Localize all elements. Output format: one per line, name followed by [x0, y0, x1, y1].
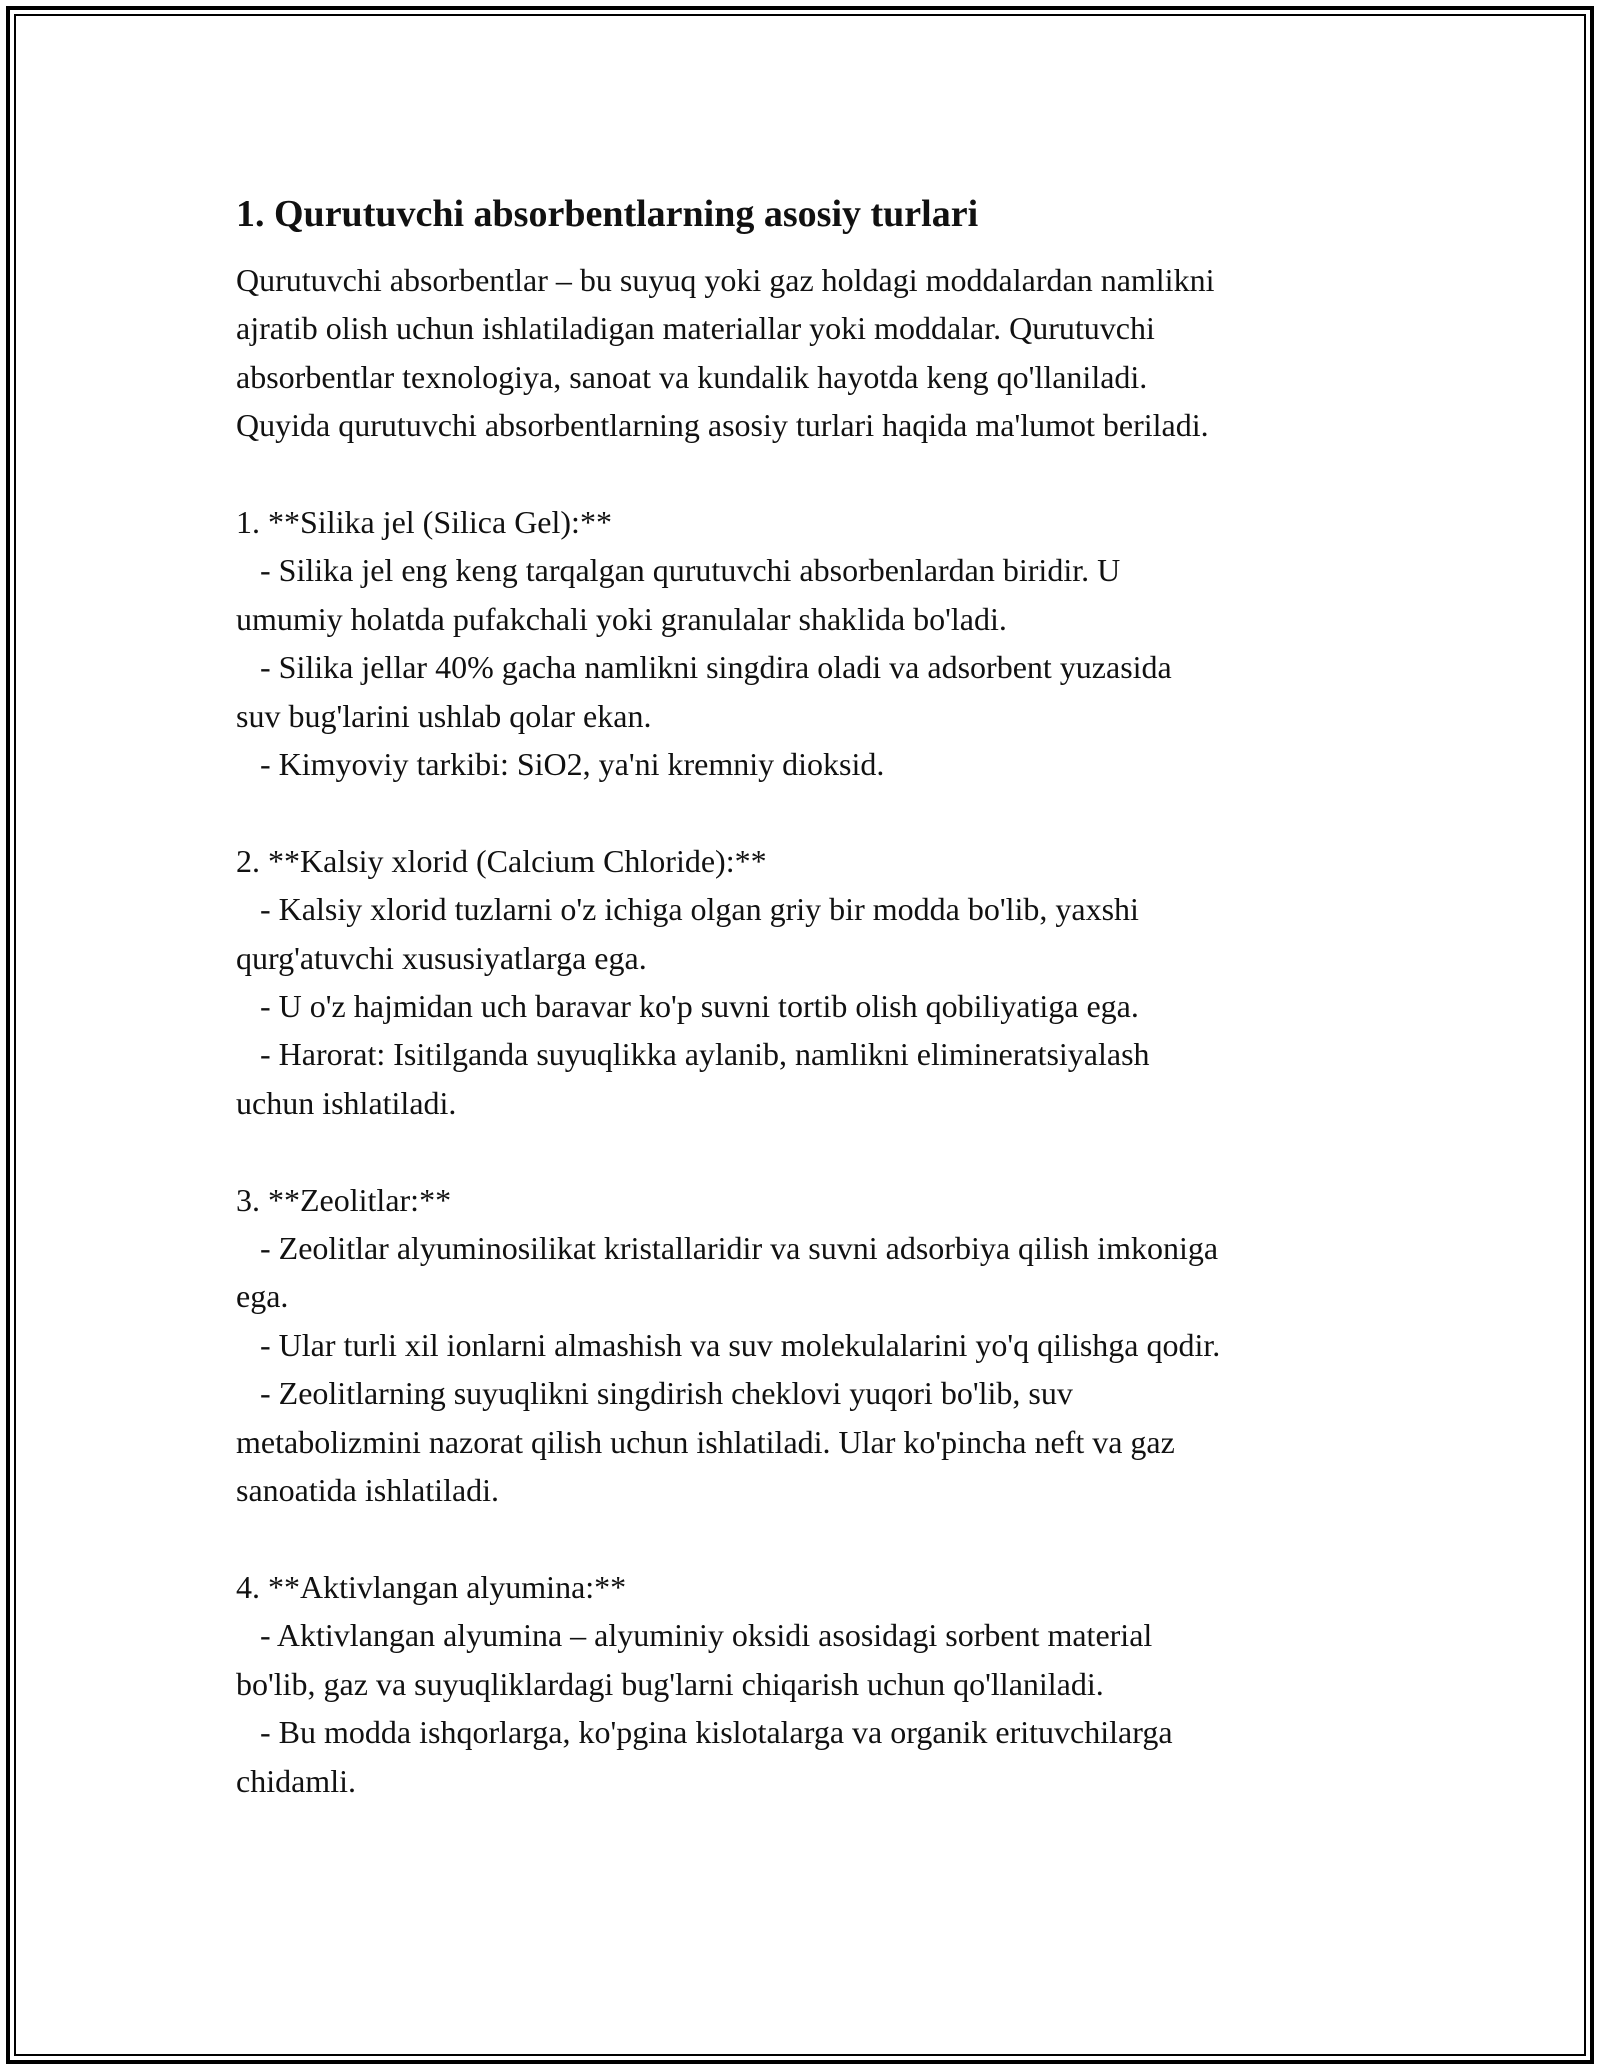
section-zeolites: 3. **Zeolitlar:** - Zeolitlar alyuminosilikat kristallaridir va suvni adsorbiya qilish imkoniga ega. - Ular turli xil ionlarni almashish va suv molekulalarini yo'q qilishga qodir. - Zeolitlarning suyuqlikni singdirish cheklovi yuqori bo'lib, suv metabolizmini nazorat qilish uchun ishlatiladi. Ular ko'pincha neft va gaz sanoatida ishlatiladi. [236, 1181, 1221, 1509]
section-calcium-chloride: 2. **Kalsiy xlorid (Calcium Chloride):** - Kalsiy xlorid tuzlarni o'z ichiga olgan griy bir modda bo'lib, yaxshi qurg'atuvchi xususiyatlarga ega. - U o'z hajmidan uch baravar ko'p suvni tortib olish qobiliyatiga ega. - Harorat: Isitilganda suyuqlikka aylanib, namlikni elimineratsiyalash uchun ishlatiladi. [236, 842, 1150, 1121]
intro-paragraph: Qurutuvchi absorbentlar – bu suyuq yoki gaz holdagi moddalardan namlikni ajratib olish uchun ishlatiladigan materiallar yoki moddalar. Qurutuvchi absorbentlar texnologiya, sanoat va kundalik hayotda keng qo'llaniladi. Quyida qurutuvchi absorbentlarning asosiy turlari haqida ma'lumot beriladi. [236, 262, 1215, 444]
section-silica-gel: 1. **Silika jel (Silica Gel):** - Silika jel eng keng tarqalgan qurutuvchi absorbenlardan biridir. U umumiy holatda pufakchali yoki granulalar shaklida bo'ladi. - Silika jellar 40% gacha namlikni singdira oladi va adsorbent yuzasida suv bug'larini ushlab qolar ekan. - Kimyoviy tarkibi: SiO2, ya'ni kremniy dioksid. [236, 504, 1172, 783]
document-title: 1. Qurutuvchi absorbentlarning asosiy turlari [236, 193, 979, 235]
section-activated-alumina: 4. **Aktivlangan alyumina:** - Aktivlangan alyumina – alyuminiy oksidi asosidagi sorbent material bo'lib, gaz va suyuqliklardagi bug'larni chiqarish uchun qo'llaniladi. - Bu modda ishqorlarga, ko'pgina kislotalarga va organik erituvchilarga chidamli. [236, 1568, 1173, 1799]
document-body [236, 186, 1396, 1805]
